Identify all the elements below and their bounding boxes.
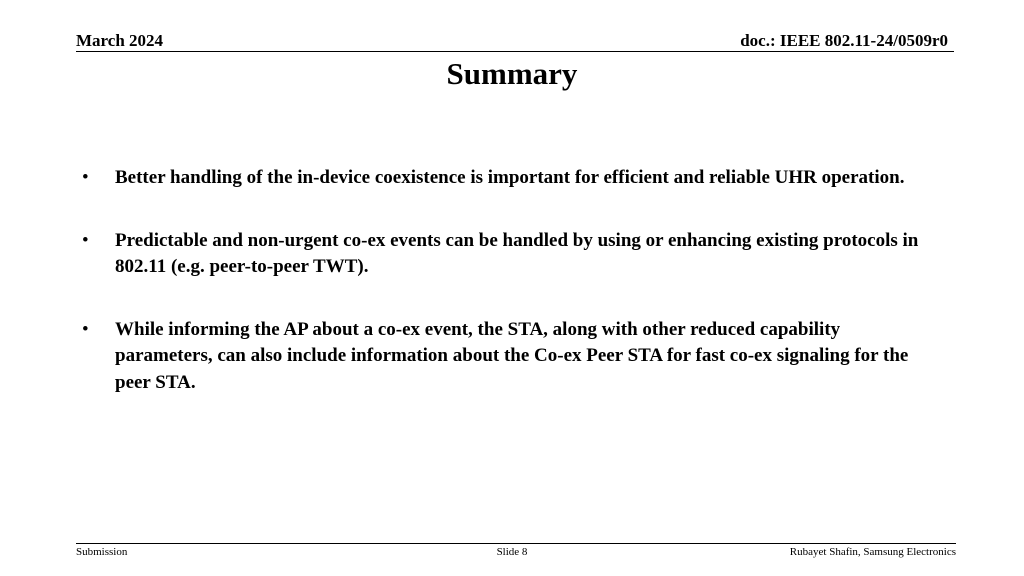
- bullet-icon: •: [82, 229, 89, 251]
- header-date: March 2024: [76, 31, 164, 50]
- slide-title: Summary: [446, 56, 578, 91]
- bullet-text: Better handling of the in-device coexistence is important for efficient and reliable UHR operation.: [115, 167, 905, 188]
- header-divider: [76, 51, 954, 52]
- bullet-icon: •: [82, 167, 89, 188]
- footer-submission: Submission: [76, 546, 128, 558]
- footer-author: Rubayet Shafin, Samsung Electronics: [789, 546, 956, 558]
- footer-divider: [76, 543, 956, 544]
- header-doc-id: doc.: IEEE 802.11-24/0509r0: [740, 31, 948, 50]
- bullet-text: While informing the AP about a co-ex event, the STA, along with other reduced capability parameters, can also include information about the Co-ex Peer STA for fast co-ex signaling for the peer STA.: [115, 318, 909, 393]
- bullet-text: Predictable and non-urgent co-ex events can be handled by using or enhancing existing protocols in 802.11 (e.g. peer-to-peer TWT).: [115, 229, 919, 277]
- bullet-item: [82, 165, 922, 192]
- bullet-list: [82, 165, 922, 432]
- bullet-item: [82, 317, 922, 397]
- bullet-item: [82, 228, 922, 281]
- bullet-icon: •: [82, 318, 89, 340]
- footer-slide-number: Slide 8: [496, 546, 528, 558]
